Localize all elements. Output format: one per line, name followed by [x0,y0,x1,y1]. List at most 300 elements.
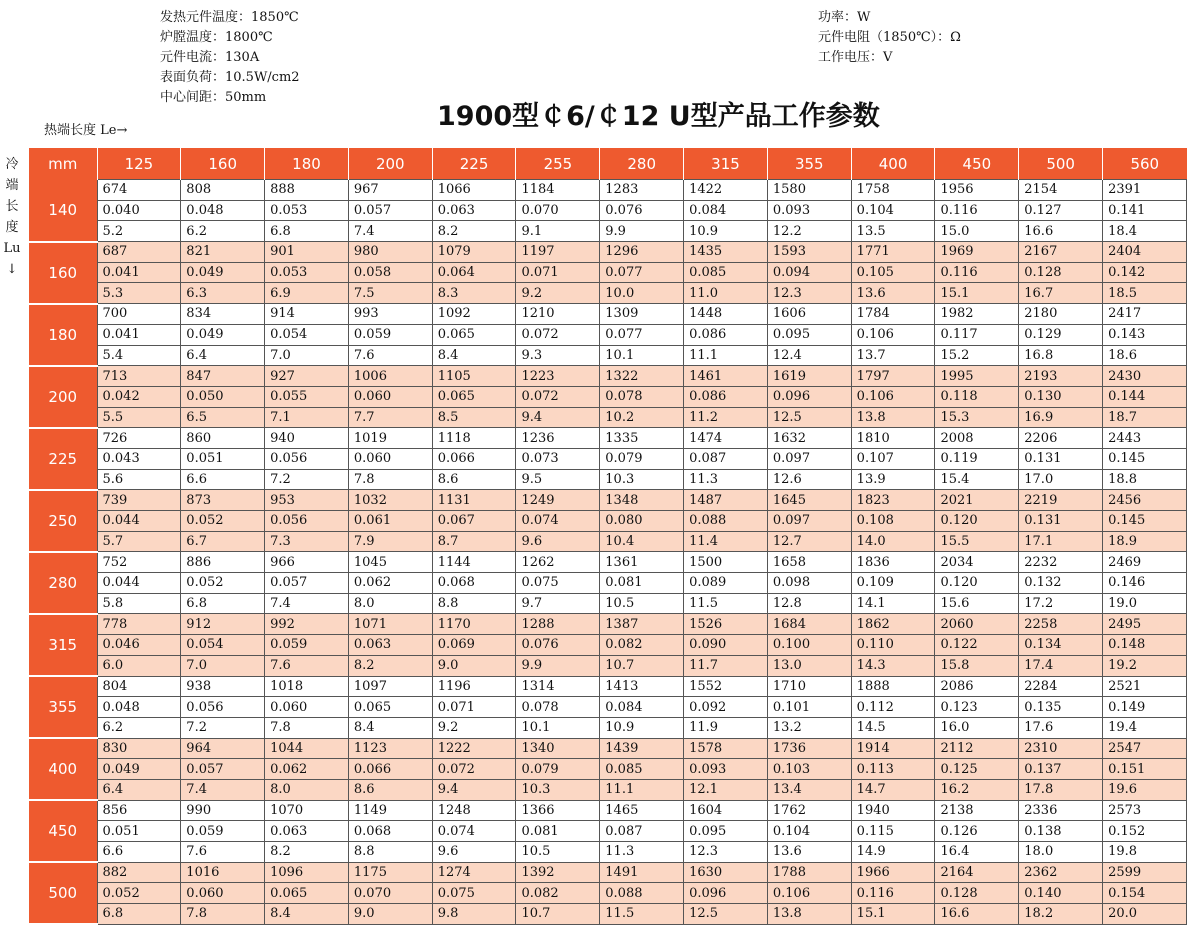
row-header-lu: 180 [29,304,97,366]
table-cell: 856 [97,800,181,821]
table-cell: 18.9 [1103,531,1187,552]
table-cell: 1045 [348,552,432,573]
table-cell: 5.4 [97,345,181,366]
table-cell: 1758 [851,180,935,201]
table-cell: 7.8 [348,469,432,490]
table-cell: 938 [181,676,265,697]
table-cell: 13.6 [851,283,935,304]
table-cell: 7.9 [348,531,432,552]
table-cell: 1995 [935,366,1019,387]
table-cell: 1262 [516,552,600,573]
table-cell: 990 [181,800,265,821]
table-cell: 927 [265,366,349,387]
table-cell: 11.1 [600,779,684,800]
table-cell: 1175 [348,862,432,883]
table-cell: 13.2 [767,717,851,738]
row-header-lu: 280 [29,552,97,614]
table-cell: 7.8 [265,717,349,738]
table-cell: 2232 [1019,552,1103,573]
table-cell: 0.131 [1019,448,1103,469]
table-cell: 0.041 [97,324,181,345]
table-cell: 0.115 [851,821,935,842]
table-cell: 0.060 [348,386,432,407]
table-cell: 2456 [1103,490,1187,511]
table-cell: 12.1 [684,779,768,800]
table-row [29,324,1187,345]
table-cell: 0.075 [516,573,600,594]
cold-label-char: 度 [5,220,19,235]
row-header-lu: 500 [29,862,97,924]
table-cell: 0.072 [516,386,600,407]
table-cell: 0.063 [348,635,432,656]
table-cell: 0.119 [935,448,1019,469]
table-cell: 2008 [935,428,1019,449]
table-cell: 1914 [851,738,935,759]
table-cell: 1296 [600,242,684,263]
table-cell: 13.0 [767,655,851,676]
table-cell: 8.3 [432,283,516,304]
table-cell: 804 [97,676,181,697]
table-cell: 1982 [935,304,1019,325]
table-cell: 1578 [684,738,768,759]
column-header-le: 400 [851,148,935,180]
table-cell: 834 [181,304,265,325]
table-cell: 9.6 [516,531,600,552]
table-cell: 1196 [432,676,516,697]
table-cell: 0.143 [1103,324,1187,345]
table-cell: 0.128 [1019,262,1103,283]
table-cell: 12.6 [767,469,851,490]
table-cell: 2362 [1019,862,1103,883]
table-cell: 2284 [1019,676,1103,697]
table-cell: 2430 [1103,366,1187,387]
table-cell: 0.079 [600,448,684,469]
table-cell: 0.141 [1103,200,1187,221]
table-cell: 0.063 [265,821,349,842]
table-cell: 1118 [432,428,516,449]
table-cell: 1969 [935,242,1019,263]
table-cell: 0.095 [767,324,851,345]
table-cell: 1580 [767,180,851,201]
table-cell: 18.7 [1103,407,1187,428]
table-cell: 15.0 [935,221,1019,242]
table-cell: 1940 [851,800,935,821]
table-cell: 11.5 [684,593,768,614]
spec-line: 元件电流：130A [160,50,260,65]
cold-label-char: Lu [3,241,21,256]
table-cell: 20.0 [1103,904,1187,925]
table-row [29,531,1187,552]
table-cell: 0.148 [1103,635,1187,656]
table-cell: 0.060 [265,697,349,718]
spec-line: 工作电压：V [818,50,893,65]
table-cell: 1018 [265,676,349,697]
table-row [29,821,1187,842]
table-cell: 0.074 [516,511,600,532]
table-cell: 886 [181,552,265,573]
table-cell: 2495 [1103,614,1187,635]
table-cell: 1888 [851,676,935,697]
table-cell: 2573 [1103,800,1187,821]
table-cell: 940 [265,428,349,449]
table-cell: 0.057 [265,573,349,594]
cold-label-char: 长 [5,199,19,214]
table-cell: 7.2 [265,469,349,490]
table-cell: 8.7 [432,531,516,552]
table-cell: 5.6 [97,469,181,490]
table-cell: 5.7 [97,531,181,552]
table-cell: 0.082 [600,635,684,656]
table-cell: 993 [348,304,432,325]
table-cell: 13.8 [767,904,851,925]
table-cell: 0.078 [600,386,684,407]
table-cell: 0.154 [1103,883,1187,904]
cold-label-char: 端 [5,178,19,193]
table-cell: 2336 [1019,800,1103,821]
table-cell: 0.104 [767,821,851,842]
table-cell: 1823 [851,490,935,511]
table-cell: 1105 [432,366,516,387]
table-cell: 0.062 [265,759,349,780]
table-cell: 15.8 [935,655,1019,676]
cold-label-char: ↓ [6,262,18,277]
table-cell: 0.065 [432,324,516,345]
table-cell: 7.6 [348,345,432,366]
table-cell: 8.5 [432,407,516,428]
table-cell: 0.145 [1103,448,1187,469]
table-cell: 882 [97,862,181,883]
table-cell: 0.097 [767,448,851,469]
table-cell: 1474 [684,428,768,449]
table-cell: 0.054 [265,324,349,345]
table-cell: 1632 [767,428,851,449]
table-cell: 0.068 [432,573,516,594]
table-cell: 0.095 [684,821,768,842]
table-cell: 5.8 [97,593,181,614]
table-cell: 0.059 [348,324,432,345]
table-cell: 966 [265,552,349,573]
table-cell: 0.078 [516,697,600,718]
column-header-le: 160 [181,148,265,180]
table-cell: 19.6 [1103,779,1187,800]
table-cell: 1210 [516,304,600,325]
table-cell: 1019 [348,428,432,449]
table-cell: 0.137 [1019,759,1103,780]
table-cell: 0.132 [1019,573,1103,594]
spec-line: 炉膛温度：1800℃ [160,30,273,45]
table-cell: 16.7 [1019,283,1103,304]
table-cell: 12.3 [767,283,851,304]
table-cell: 9.6 [432,842,516,863]
table-cell: 1797 [851,366,935,387]
table-row [29,242,1187,263]
row-header-lu: 140 [29,180,97,242]
table-cell: 0.131 [1019,511,1103,532]
table-cell: 0.134 [1019,635,1103,656]
table-cell: 1762 [767,800,851,821]
table-cell: 0.043 [97,448,181,469]
table-cell: 0.049 [181,262,265,283]
table-cell: 0.113 [851,759,935,780]
table-cell: 1487 [684,490,768,511]
spec-line: 表面负荷：10.5W/cm2 [160,70,300,85]
table-cell: 2206 [1019,428,1103,449]
table-cell: 0.065 [348,697,432,718]
table-cell: 0.040 [97,200,181,221]
table-cell: 7.8 [181,904,265,925]
table-cell: 0.044 [97,511,181,532]
table-cell: 0.098 [767,573,851,594]
table-cell: 0.135 [1019,697,1103,718]
column-header-le: 560 [1103,148,1187,180]
table-cell: 7.3 [265,531,349,552]
table-cell: 0.057 [181,759,265,780]
table-cell: 6.8 [181,593,265,614]
table-cell: 9.0 [348,904,432,925]
table-cell: 10.7 [516,904,600,925]
table-cell: 1184 [516,180,600,201]
table-cell: 17.4 [1019,655,1103,676]
table-cell: 13.5 [851,221,935,242]
table-cell: 674 [97,180,181,201]
table-cell: 0.097 [767,511,851,532]
table-cell: 10.3 [516,779,600,800]
table-cell: 2417 [1103,304,1187,325]
table-cell: 1335 [600,428,684,449]
table-header-row [29,148,1187,180]
table-cell: 1092 [432,304,516,325]
table-row [29,448,1187,469]
table-cell: 9.1 [516,221,600,242]
table-cell: 0.104 [851,200,935,221]
table-cell: 2138 [935,800,1019,821]
table-cell: 10.1 [600,345,684,366]
table-row [29,490,1187,511]
table-cell: 1274 [432,862,516,883]
table-cell: 1491 [600,862,684,883]
table-cell: 0.106 [851,386,935,407]
table-cell: 6.8 [265,221,349,242]
table-cell: 9.3 [516,345,600,366]
table-cell: 0.088 [600,883,684,904]
table-cell: 0.120 [935,511,1019,532]
table-cell: 2154 [1019,180,1103,201]
table-cell: 0.145 [1103,511,1187,532]
table-cell: 0.106 [767,883,851,904]
table-cell: 1079 [432,242,516,263]
table-cell: 0.052 [97,883,181,904]
table-cell: 0.086 [684,324,768,345]
table-cell: 0.054 [181,635,265,656]
table-row [29,635,1187,656]
table-cell: 0.056 [265,511,349,532]
table-cell: 11.3 [684,469,768,490]
table-cell: 0.087 [600,821,684,842]
table-cell: 9.2 [432,717,516,738]
table-cell: 0.065 [432,386,516,407]
table-cell: 0.076 [600,200,684,221]
table-cell: 0.100 [767,635,851,656]
table-cell: 1131 [432,490,516,511]
table-cell: 5.3 [97,283,181,304]
table-cell: 0.089 [684,573,768,594]
table-cell: 0.117 [935,324,1019,345]
table-cell: 2193 [1019,366,1103,387]
table-cell: 1439 [600,738,684,759]
table-cell: 7.6 [265,655,349,676]
table-cell: 2599 [1103,862,1187,883]
table-cell: 13.4 [767,779,851,800]
table-cell: 0.066 [432,448,516,469]
table-cell: 0.076 [516,635,600,656]
table-cell: 8.6 [348,779,432,800]
table-cell: 12.3 [684,842,768,863]
table-cell: 0.138 [1019,821,1103,842]
table-cell: 0.130 [1019,386,1103,407]
table-cell: 0.110 [851,635,935,656]
table-cell: 1788 [767,862,851,883]
table-cell: 0.044 [97,573,181,594]
table-cell: 1366 [516,800,600,821]
table-cell: 1461 [684,366,768,387]
table-cell: 1810 [851,428,935,449]
table-cell: 992 [265,614,349,635]
table-cell: 0.053 [265,262,349,283]
row-header-lu: 225 [29,428,97,490]
table-cell: 2112 [935,738,1019,759]
table-cell: 1465 [600,800,684,821]
row-header-lu: 250 [29,490,97,552]
row-header-lu: 400 [29,738,97,800]
table-cell: 0.057 [348,200,432,221]
table-cell: 0.056 [265,448,349,469]
table-cell: 7.4 [348,221,432,242]
table-cell: 6.2 [97,717,181,738]
column-header-le: 200 [348,148,432,180]
table-cell: 1361 [600,552,684,573]
table-cell: 13.6 [767,842,851,863]
table-cell: 17.8 [1019,779,1103,800]
table-cell: 687 [97,242,181,263]
table-cell: 2258 [1019,614,1103,635]
table-cell: 11.4 [684,531,768,552]
table-cell: 1097 [348,676,432,697]
table-row [29,697,1187,718]
table-cell: 0.088 [684,511,768,532]
table-cell: 18.5 [1103,283,1187,304]
table-cell: 0.151 [1103,759,1187,780]
table-cell: 1248 [432,800,516,821]
table-cell: 0.072 [516,324,600,345]
table-cell: 0.093 [767,200,851,221]
table-cell: 0.050 [181,386,265,407]
table-row [29,469,1187,490]
table-cell: 8.2 [432,221,516,242]
table-cell: 1149 [348,800,432,821]
table-cell: 5.2 [97,221,181,242]
table-cell: 713 [97,366,181,387]
table-cell: 7.6 [181,842,265,863]
table-cell: 0.048 [181,200,265,221]
table-row [29,779,1187,800]
table-cell: 2547 [1103,738,1187,759]
table-cell: 1526 [684,614,768,635]
table-cell: 1619 [767,366,851,387]
parameter-table-wrapper [29,148,1187,925]
table-cell: 914 [265,304,349,325]
table-cell: 7.7 [348,407,432,428]
table-cell: 12.7 [767,531,851,552]
table-cell: 1836 [851,552,935,573]
table-cell: 19.8 [1103,842,1187,863]
table-cell: 2167 [1019,242,1103,263]
table-cell: 888 [265,180,349,201]
table-cell: 12.4 [767,345,851,366]
table-cell: 0.122 [935,635,1019,656]
table-row [29,614,1187,635]
table-cell: 0.120 [935,573,1019,594]
table-cell: 0.049 [181,324,265,345]
table-cell: 16.2 [935,779,1019,800]
table-cell: 0.066 [348,759,432,780]
table-cell: 0.084 [684,200,768,221]
table-cell: 0.081 [600,573,684,594]
table-row [29,304,1187,325]
table-cell: 2310 [1019,738,1103,759]
table-cell: 1322 [600,366,684,387]
table-cell: 11.5 [600,904,684,925]
table-cell: 14.0 [851,531,935,552]
table-cell: 5.5 [97,407,181,428]
table-cell: 0.087 [684,448,768,469]
table-cell: 1862 [851,614,935,635]
table-cell: 11.3 [600,842,684,863]
table-cell: 7.1 [265,407,349,428]
table-cell: 18.6 [1103,345,1187,366]
table-cell: 8.6 [432,469,516,490]
table-cell: 1956 [935,180,1019,201]
table-cell: 0.056 [181,697,265,718]
table-cell: 15.3 [935,407,1019,428]
table-cell: 15.5 [935,531,1019,552]
table-cell: 16.0 [935,717,1019,738]
table-cell: 0.146 [1103,573,1187,594]
spec-line: 功率：W [818,10,871,25]
table-cell: 2404 [1103,242,1187,263]
table-row [29,407,1187,428]
table-cell: 1500 [684,552,768,573]
column-header-le: 225 [432,148,516,180]
table-cell: 0.074 [432,821,516,842]
table-row [29,428,1187,449]
table-cell: 0.048 [97,697,181,718]
table-cell: 15.2 [935,345,1019,366]
table-cell: 19.4 [1103,717,1187,738]
table-cell: 15.1 [851,904,935,925]
table-cell: 6.4 [181,345,265,366]
table-cell: 16.8 [1019,345,1103,366]
table-cell: 2021 [935,490,1019,511]
table-cell: 0.140 [1019,883,1103,904]
table-cell: 8.0 [348,593,432,614]
table-cell: 1422 [684,180,768,201]
table-row [29,842,1187,863]
table-cell: 15.4 [935,469,1019,490]
table-cell: 0.061 [348,511,432,532]
table-cell: 1784 [851,304,935,325]
table-cell: 0.084 [600,697,684,718]
table-cell: 0.125 [935,759,1019,780]
